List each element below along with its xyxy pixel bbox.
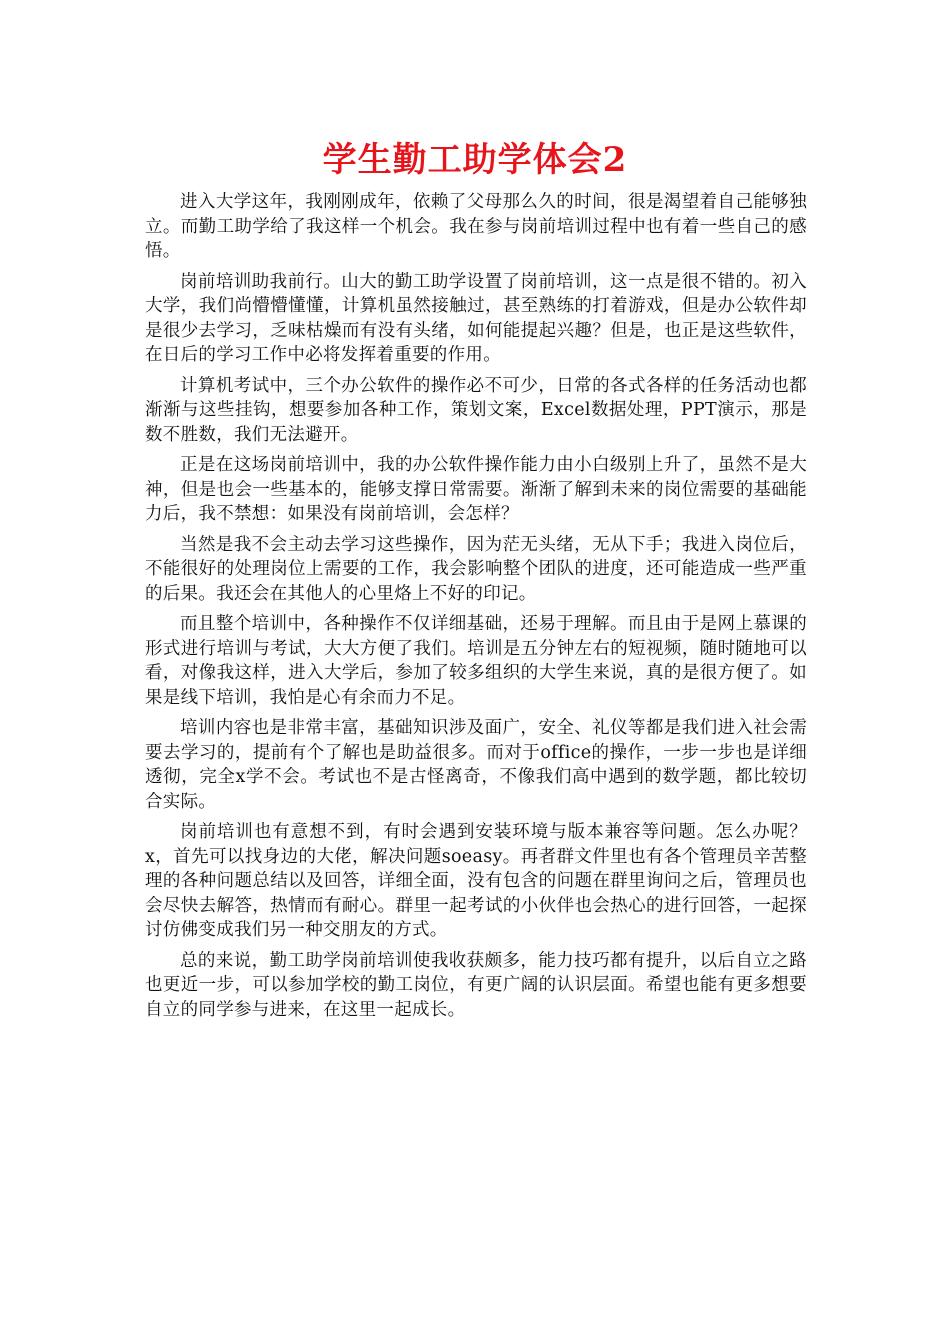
document-title: 学生勤工助学体会2 [322, 140, 628, 180]
document-body [145, 190, 807, 1028]
paragraph-3: 计算机考试中，三个办公软件的操作必不可少，日常的各式各样的任务活动也都渐渐与这些挂钩，想要参加各种工作，策划文案，Excel数据处理，PPT演示，那是数不胜数，我们无法避开。 [145, 375, 807, 445]
paragraph-9: 总的来说，勤工助学岗前培训使我收获颇多，能力技巧都有提升，以后自立之路也更近一步，可以参加学校的勤工岗位，有更广阔的认识层面。希望也能有更多想要自立的同学参与进来，在这里一起成长。 [145, 950, 807, 1020]
paragraph-6: 而且整个培训中，各种操作不仅详细基础，还易于理解。而且由于是网上慕课的形式进行培训与考试，大大方便了我们。培训是五分钟左右的短视频，随时随地可以看，对像我这样，进入大学后，参加了较多组织的大学生来说，真的是很方便了。如果是线下培训，我怕是心有余而力不足。 [145, 614, 807, 708]
paragraph-4: 正是在这场岗前培训中，我的办公软件操作能力由小白级别上升了，虽然不是大神，但是也会一些基本的，能够支撑日常需要。渐渐了解到未来的岗位需要的基础能力后，我不禁想：如果没有岗前培训，会怎样？ [145, 455, 807, 524]
paragraph-8: 岗前培训也有意想不到，有时会遇到安装环境与版本兼容等问题。怎么办呢？x，首先可以找身边的大佬，解决问题soeasy。再者群文件里也有各个管理员辛苦整理的各种问题总结以及回答，详细全面，没有包含的问题在群里询问之后，管理员也会尽快去解答，热情而有耐心。群里一起考试的小伙伴也会热心的进行回答，一起探讨仿佛变成我们另一种交朋友的方式。 [145, 822, 807, 940]
paragraph-1: 进入大学这年，我刚刚成年，依赖了父母那么久的时间，很是渴望着自己能够独立。而勤工助学给了我这样一个机会。我在参与岗前培训过程中也有着一些自己的感悟。 [145, 192, 807, 261]
paragraph-2: 岗前培训助我前行。山大的勤工助学设置了岗前培训，这一点是很不错的。初入大学，我们尚懵懵懂懂，计算机虽然接触过，甚至熟练的打着游戏，但是办公软件却是很少去学习，乏味枯燥而有没有头绪，如何能提起兴趣？但是，也正是这些软件，在日后的学习工作中必将发挥着重要的作用。 [145, 271, 807, 365]
paragraph-7: 培训内容也是非常丰富，基础知识涉及面广，安全、礼仪等都是我们进入社会需要去学习的，提前有个了解也是助益很多。而对于office的操作，一步一步也是详细透彻，完全x学不会。考试也不是古怪离奇，不像我们高中遇到的数学题，都比较切合实际。 [145, 718, 807, 812]
paragraph-5: 当然是我不会主动去学习这些操作，因为茫无头绪，无从下手；我进入岗位后，不能很好的处理岗位上需要的工作，我会影响整个团队的进度，还可能造成一些严重的后果。我还会在其他人的心里烙上不好的印记。 [145, 534, 807, 604]
